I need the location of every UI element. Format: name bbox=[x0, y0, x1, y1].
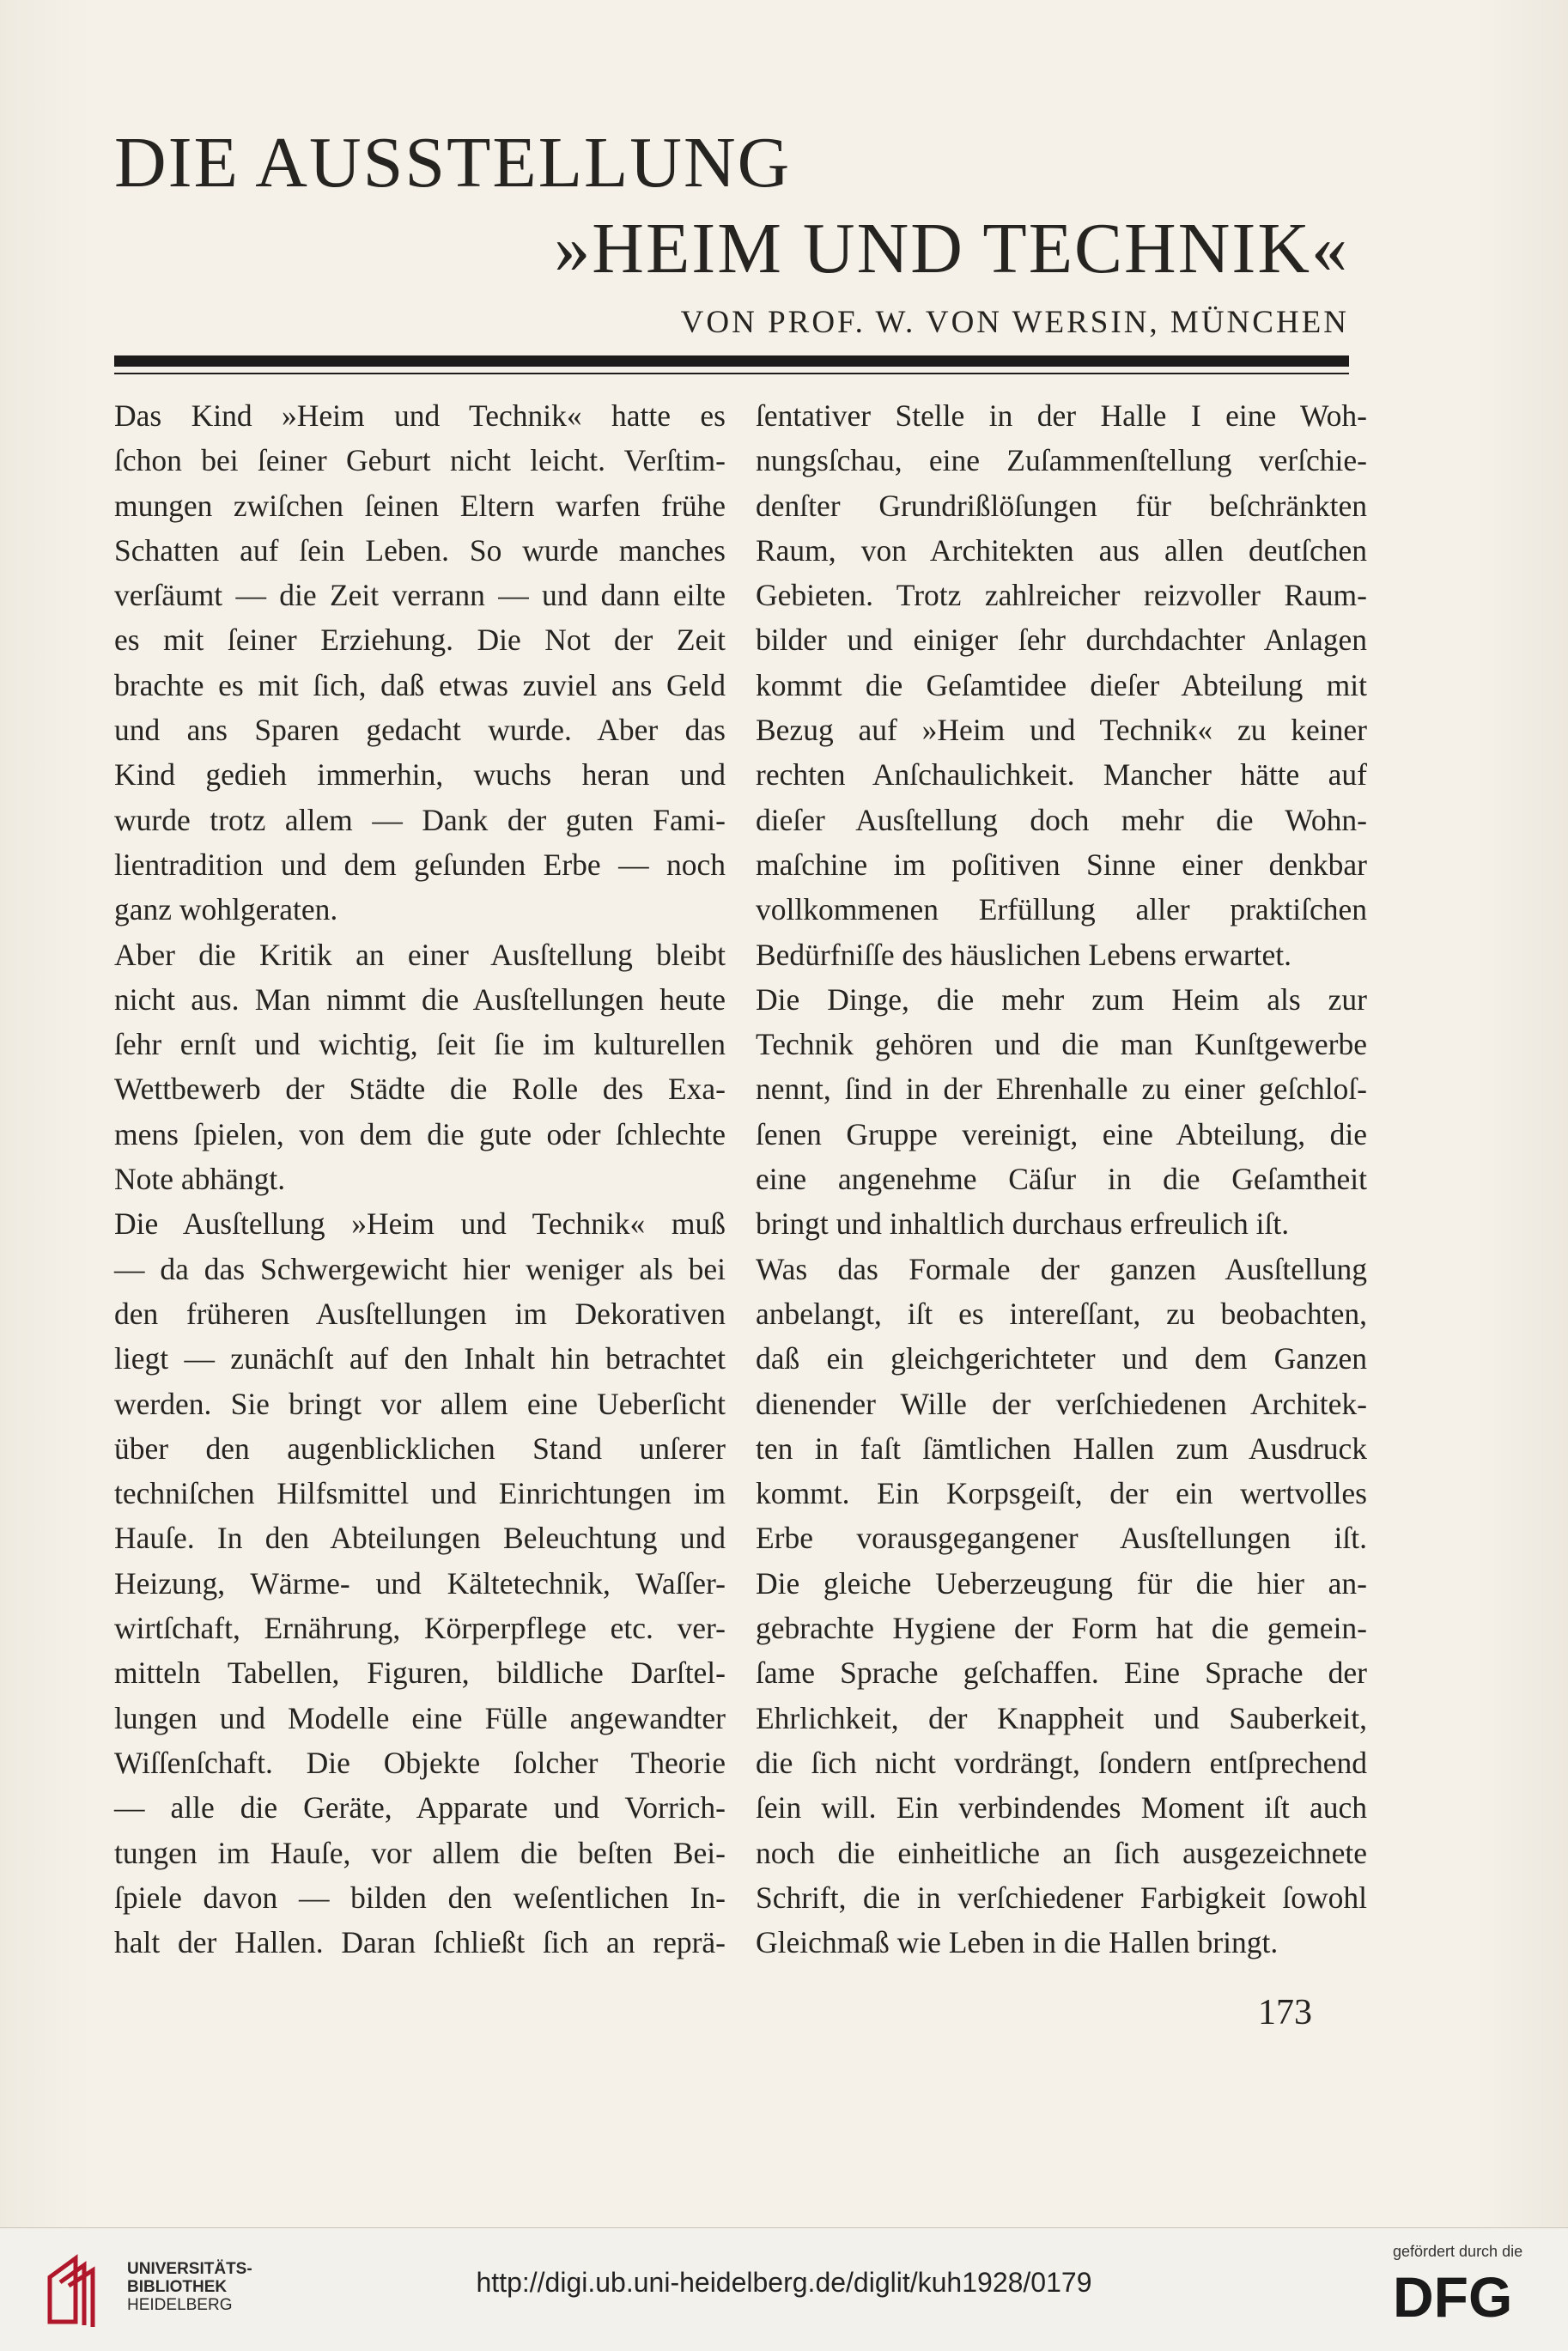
text-line: bilder und einiger ſehr durchdachter Anlagen bbox=[756, 623, 1367, 658]
dfg-logo-icon bbox=[1393, 2270, 1547, 2322]
text-line: Schatten auf ſein Leben. So wurde manches bbox=[114, 532, 726, 568]
dfg-logo-text: DFG bbox=[1393, 2270, 1513, 2322]
text-line: es mit ſeiner Erziehung. Die Not der Zeit bbox=[114, 623, 726, 658]
text-line: ſein will. Ein verbindendes Moment iſt auch bbox=[756, 1790, 1367, 1826]
text-line: gebrachte Hygiene der Form hat die gemein- bbox=[756, 1611, 1367, 1646]
text-line: anbelangt, iſt es intereſſant, zu beobachten, bbox=[756, 1296, 1367, 1331]
text-line: dienender Wille der verſchiedenen Architek- bbox=[756, 1386, 1367, 1421]
text-line: Die gleiche Ueberzeugung für die hier an- bbox=[756, 1565, 1367, 1601]
text-line: ten in faſt ſämtlichen Hallen zum Ausdruck bbox=[756, 1431, 1367, 1466]
text-line: Technik gehören und die man Kunſtgewerbe bbox=[756, 1027, 1367, 1062]
author-byline: VON PROF. W. VON WERSIN, MÜNCHEN bbox=[680, 305, 1349, 340]
text-line: lungen und Modelle eine Fülle angewandter bbox=[114, 1700, 726, 1735]
text-line: Das Kind »Heim und Technik« hatte es bbox=[114, 398, 726, 433]
text-column-right bbox=[756, 393, 1367, 1965]
text-line: werden. Sie bringt vor allem eine Ueberſicht bbox=[114, 1386, 726, 1421]
text-line: Erbe vorausgegangener Ausſtellungen iſt. bbox=[756, 1521, 1367, 1556]
text-line: Was das Formale der ganzen Ausſtellung bbox=[756, 1251, 1367, 1286]
library-name-line-3: HEIDELBERG bbox=[127, 2296, 233, 2314]
text-line: halt der Hallen. Daran ſchließt ſich an reprä- bbox=[114, 1925, 726, 1960]
article-header bbox=[114, 120, 1349, 341]
text-line: denſter Grundrißlöſungen für beſchränkten bbox=[756, 488, 1367, 523]
text-line: rechten Anſchaulichkeit. Mancher hätte auf bbox=[756, 757, 1367, 793]
funding-caption: gefördert durch die bbox=[1393, 2243, 1523, 2260]
text-line: Die Ausſtellung »Heim und Technik« muß bbox=[114, 1206, 726, 1242]
text-line: und ans Sparen gedacht wurde. Aber das bbox=[114, 713, 726, 748]
footer-divider bbox=[0, 2227, 1568, 2228]
permalink-url[interactable]: http://digi.ub.uni-heidelberg.de/diglit/kuh1928/0179 bbox=[476, 2267, 1092, 2298]
text-line: ſehr ernſt und wichtig, ſeit ſie im kulturellen bbox=[114, 1027, 726, 1062]
text-line: — alle die Geräte, Apparate und Vorrich- bbox=[114, 1790, 726, 1826]
text-line: wurde trotz allem — Dank der guten Fami- bbox=[114, 802, 726, 837]
article-title-line-1: DIE AUSSTELLUNG bbox=[114, 123, 792, 203]
text-line: Ehrlichkeit, der Knappheit und Sauberkeit, bbox=[756, 1700, 1367, 1735]
text-line: Aber die Kritik an einer Ausſtellung bleibt bbox=[114, 937, 726, 972]
text-line: nicht aus. Man nimmt die Ausſtellungen heute bbox=[114, 981, 726, 1017]
text-line: den früheren Ausſtellungen im Dekorativen bbox=[114, 1296, 726, 1331]
library-name-line-1: UNIVERSITÄTS- bbox=[127, 2260, 252, 2278]
text-line: ganz wohlgeraten. bbox=[114, 892, 338, 927]
text-line: Die Dinge, die mehr zum Heim als zur bbox=[756, 981, 1367, 1017]
text-line: mungen zwiſchen ſeinen Eltern warfen frühe bbox=[114, 488, 726, 523]
text-line: eine angenehme Cäſur in die Geſamtheit bbox=[756, 1162, 1367, 1197]
text-line: Wiſſenſchaft. Die Objekte ſolcher Theorie bbox=[114, 1745, 726, 1780]
text-line: Kind gedieh immerhin, wuchs heran und bbox=[114, 757, 726, 793]
text-line: die ſich nicht vordrängt, ſondern entſprechend bbox=[756, 1745, 1367, 1780]
text-line: kommt. Ein Korpsgeiſt, der ein wertvolles bbox=[756, 1476, 1367, 1511]
text-line: Gebieten. Trotz zahlreicher reizvoller Raum- bbox=[756, 578, 1367, 613]
text-line: nennt, ſind in der Ehrenhalle zu einer geſchloſ- bbox=[756, 1072, 1367, 1107]
text-line: Schrift, die in verſchiedener Farbigkeit ſowohl bbox=[756, 1880, 1367, 1915]
library-name-line-2: BIBLIOTHEK bbox=[127, 2278, 228, 2296]
text-line: kommt die Geſamtidee dieſer Abteilung mit bbox=[756, 667, 1367, 702]
text-line: Heizung, Wärme- und Kältetechnik, Waſſer- bbox=[114, 1565, 726, 1601]
text-line: Gleichmaß wie Leben in die Hallen bringt. bbox=[756, 1925, 1279, 1960]
text-line: dieſer Ausſtellung doch mehr die Wohn- bbox=[756, 802, 1367, 837]
text-line: ſentativer Stelle in der Halle I eine Woh- bbox=[756, 398, 1367, 433]
text-line: lientradition und dem geſunden Erbe — noch bbox=[114, 847, 726, 882]
text-line: maſchine im poſitiven Sinne einer denkbar bbox=[756, 847, 1367, 882]
text-line: ſenen Gruppe vereinigt, eine Abteilung, die bbox=[756, 1116, 1367, 1151]
text-line: Wettbewerb der Städte die Rolle des Exa- bbox=[114, 1072, 726, 1107]
text-line: wirtſchaft, Ernährung, Körperpflege etc. ver- bbox=[114, 1611, 726, 1646]
text-line: techniſchen Hilfsmittel und Einrichtungen im bbox=[114, 1476, 726, 1511]
text-line: mens ſpielen, von dem die gute oder ſchlechte bbox=[114, 1116, 726, 1151]
text-column-left bbox=[114, 393, 726, 1965]
text-line: über den augenblicklichen Stand unſerer bbox=[114, 1431, 726, 1466]
text-line: ſpiele davon — bilden den weſentlichen In- bbox=[114, 1880, 726, 1915]
page-number: 173 bbox=[1258, 1993, 1312, 2032]
text-line: brachte es mit ſich, daß etwas zuviel ans Geld bbox=[114, 667, 726, 702]
text-line: Note abhängt. bbox=[114, 1162, 286, 1197]
text-line: bringt und inhaltlich durchaus erfreulich iſt. bbox=[756, 1206, 1290, 1242]
text-line: ſchon bei ſeiner Geburt nicht leicht. Verſtim- bbox=[114, 443, 726, 478]
text-line: Hauſe. In den Abteilungen Beleuchtung und bbox=[114, 1521, 726, 1556]
header-rule-thin bbox=[114, 373, 1349, 374]
text-line: Raum, von Architekten aus allen deutſchen bbox=[756, 532, 1367, 568]
text-line: Bezug auf »Heim und Technik« zu keiner bbox=[756, 713, 1367, 748]
text-line: mitteln Tabellen, Figuren, bildliche Darſtel- bbox=[114, 1655, 726, 1691]
text-line: Bedürfniſſe des häuslichen Lebens erwartet. bbox=[756, 937, 1291, 972]
text-line: nungsſchau, eine Zuſammenſtellung verſchie- bbox=[756, 443, 1367, 478]
text-line: ſame Sprache geſchaffen. Eine Sprache der bbox=[756, 1655, 1367, 1691]
text-line: — da das Schwergewicht hier weniger als bei bbox=[114, 1251, 726, 1286]
text-line: tungen im Hauſe, vor allem die beſten Bei- bbox=[114, 1835, 726, 1870]
text-line: vollkommenen Erfüllung aller praktiſchen bbox=[756, 892, 1367, 927]
text-line: liegt — zunächſt auf den Inhalt hin betrachtet bbox=[114, 1341, 726, 1376]
text-line: daß ein gleichgerichteter und dem Ganzen bbox=[756, 1341, 1367, 1376]
article-title-line-2: »HEIM UND TECHNIK« bbox=[554, 209, 1349, 289]
text-line: verſäumt — die Zeit verrann — und dann eilte bbox=[114, 578, 726, 613]
text-line: noch die einheitliche an ſich ausgezeichnete bbox=[756, 1835, 1367, 1870]
header-rule-thick bbox=[114, 355, 1349, 367]
